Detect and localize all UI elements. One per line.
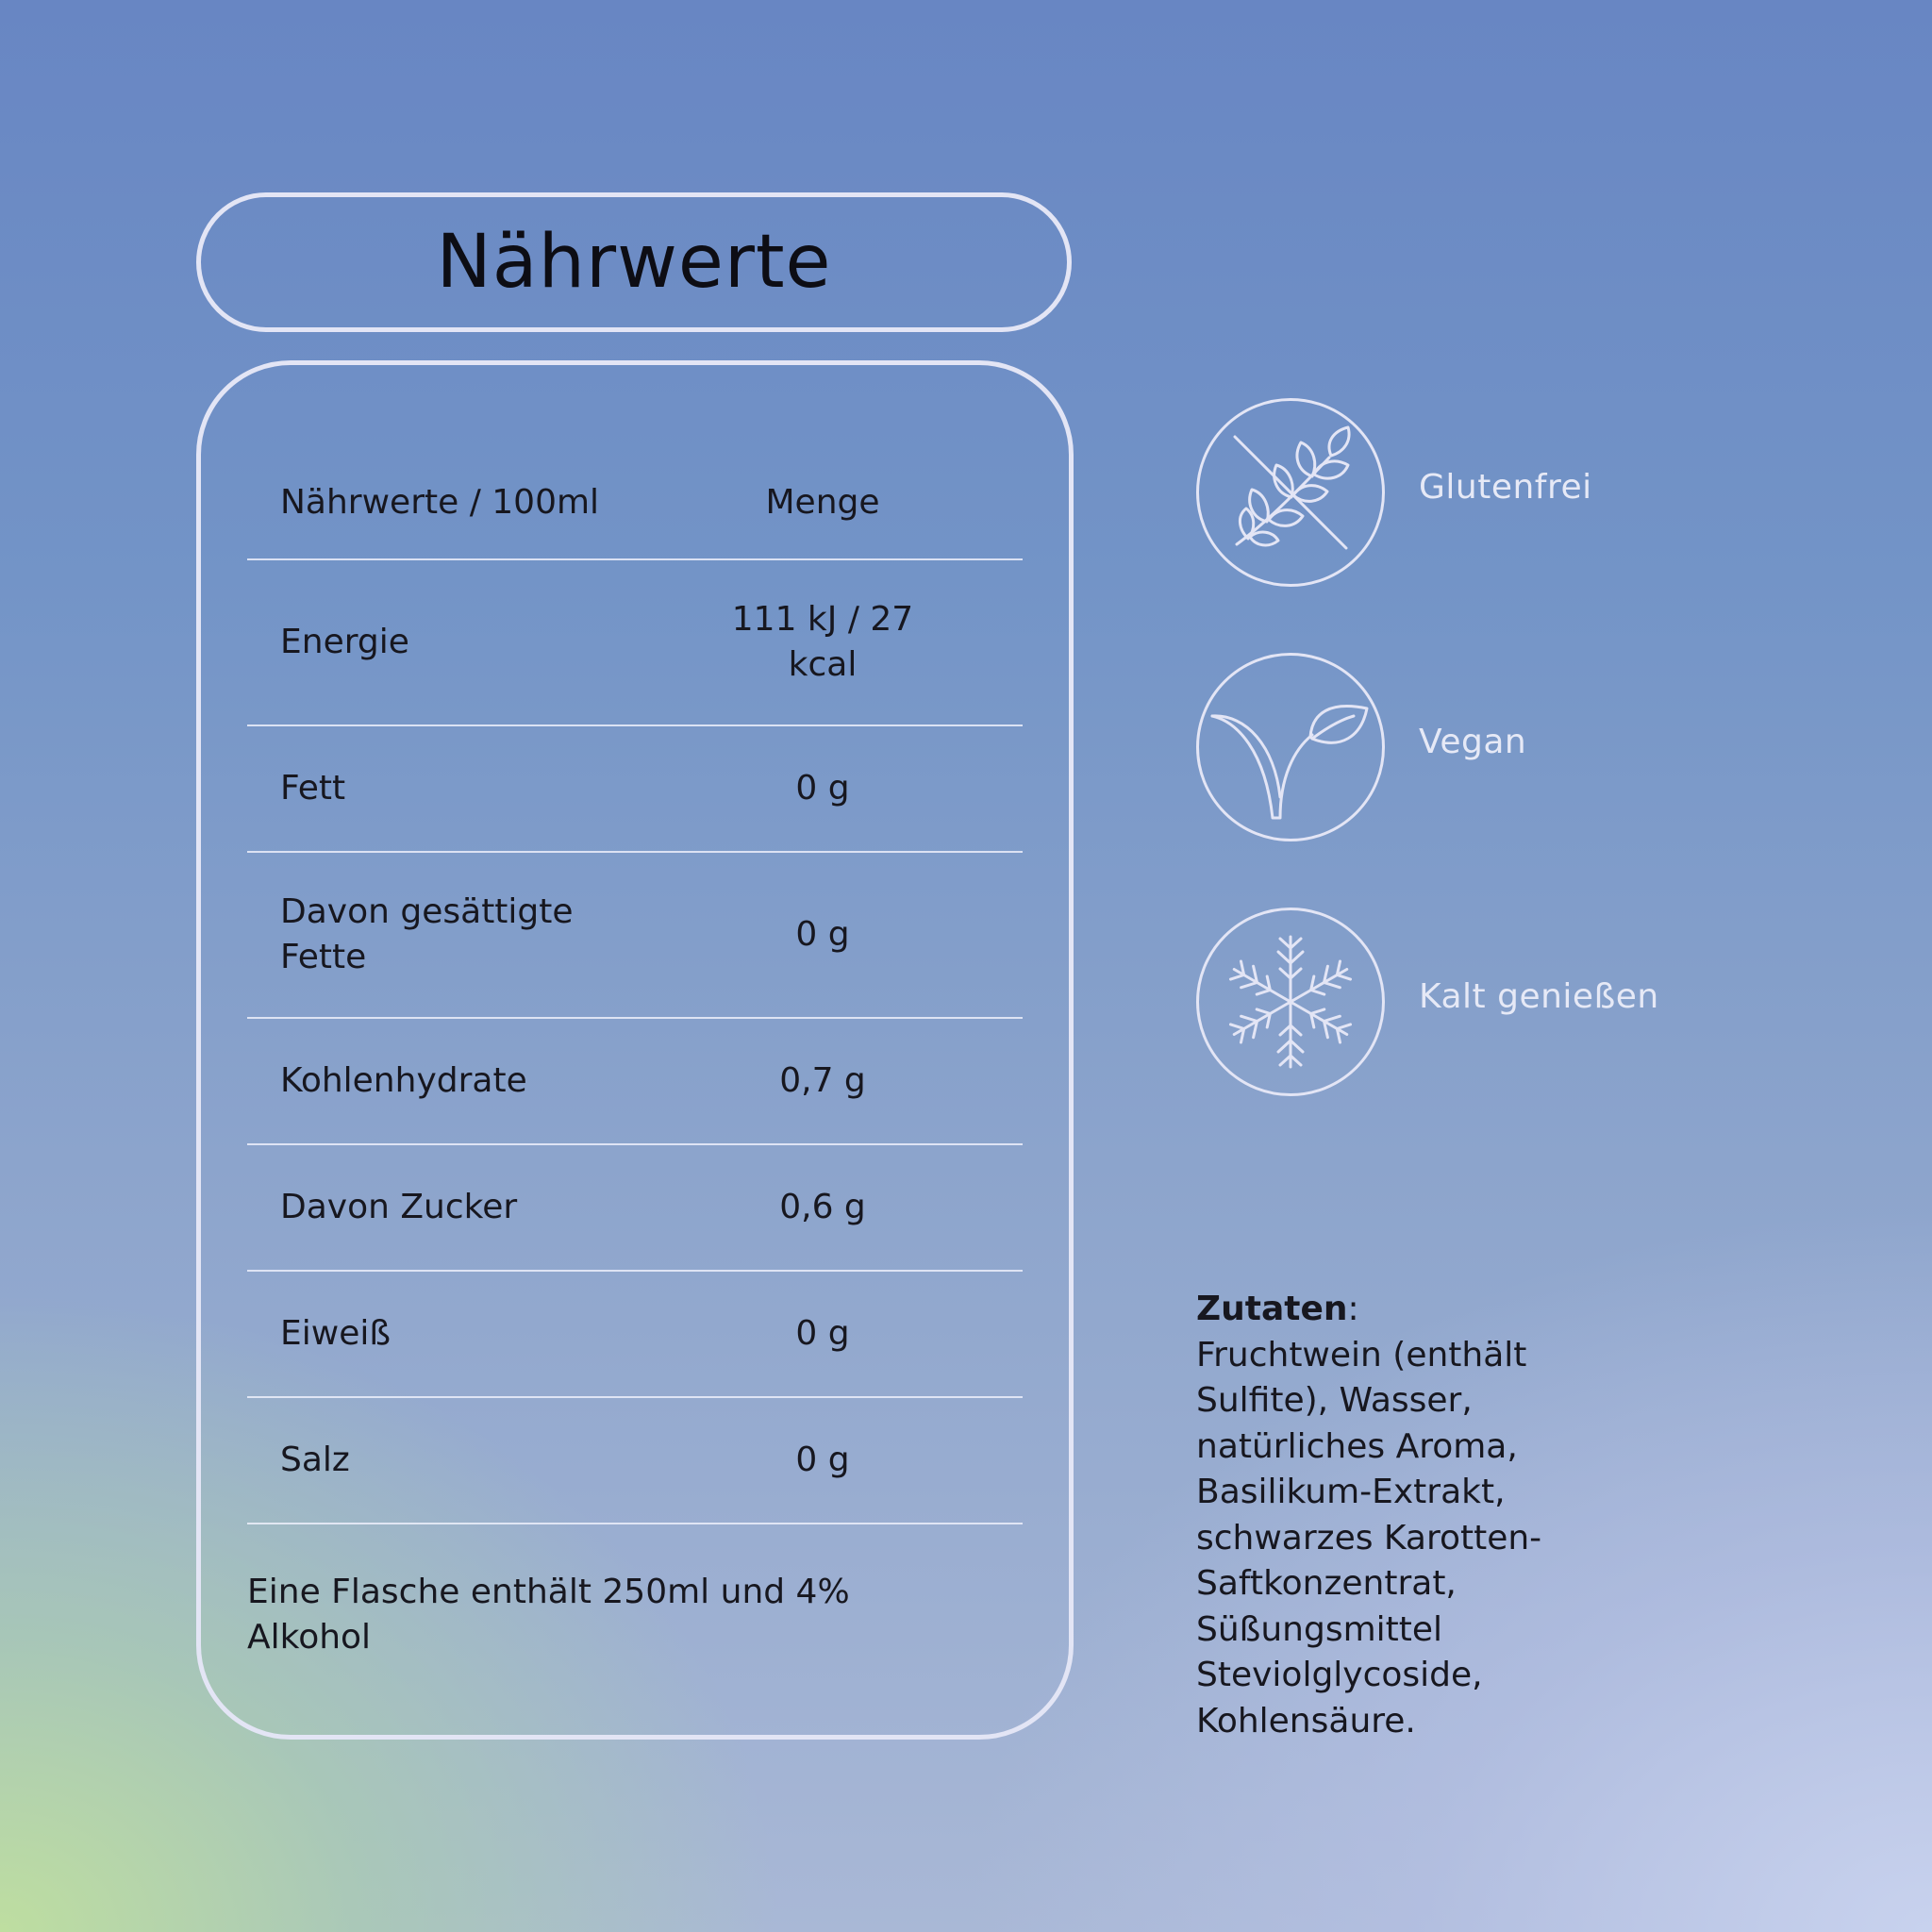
row-label: Davon Zucker — [280, 1188, 518, 1226]
table-row — [247, 853, 1023, 1019]
gluten-free-label: Glutenfrei — [1419, 468, 1592, 507]
snowflake-icon — [1199, 910, 1382, 1093]
table-row — [247, 1019, 1023, 1145]
vegan-badge — [1196, 653, 1385, 841]
row-label: Fett — [280, 769, 346, 808]
title-pill — [196, 192, 1072, 332]
ingredients-text: Fruchtwein (enthält Sulfite), Wasser, natürliches Aroma, Basilikum-Extrakt, schwarzes Karotten-Saftkonzentrat, Süßungsmittel Steviolglycoside, Kohlensäure. — [1196, 1335, 1542, 1740]
row-label: Salz — [280, 1441, 350, 1479]
row-value: 0 g — [795, 1314, 850, 1353]
row-label: Eiweiß — [280, 1314, 391, 1353]
gluten-free-badge — [1196, 398, 1385, 587]
table-row — [247, 1398, 1023, 1524]
ingredients-block — [1196, 1287, 1668, 1744]
header-label: Nährwerte / 100ml — [280, 483, 600, 522]
row-value: 0,6 g — [779, 1188, 866, 1226]
vegan-label: Vegan — [1419, 723, 1527, 761]
table-row — [247, 1272, 1023, 1398]
table-row — [247, 1145, 1023, 1272]
row-label: Davon gesättigte Fette — [280, 892, 574, 976]
row-label: Energie — [280, 623, 409, 661]
cold-label: Kalt genießen — [1419, 977, 1659, 1016]
cold-badge — [1196, 908, 1385, 1096]
ingredients-heading: Zutaten — [1196, 1290, 1348, 1328]
row-label: Kohlenhydrate — [280, 1061, 527, 1100]
row-value: 0 g — [795, 915, 850, 954]
ingredients-separator: : — [1347, 1290, 1359, 1328]
row-value: 0 g — [795, 769, 850, 808]
header-value: Menge — [765, 483, 880, 522]
page-title: Nährwerte — [436, 220, 832, 305]
table-row — [247, 560, 1023, 726]
vegan-leaf-icon — [1199, 656, 1382, 839]
row-value: 0 g — [795, 1441, 850, 1479]
table-header-row — [247, 447, 1023, 560]
row-value: 111 kJ / 27 kcal — [731, 600, 914, 684]
bottle-note: Eine Flasche enthält 250ml und 4% Alkohol — [247, 1573, 850, 1657]
gluten-free-icon — [1199, 401, 1382, 584]
row-value: 0,7 g — [779, 1061, 866, 1100]
table-row — [247, 726, 1023, 853]
